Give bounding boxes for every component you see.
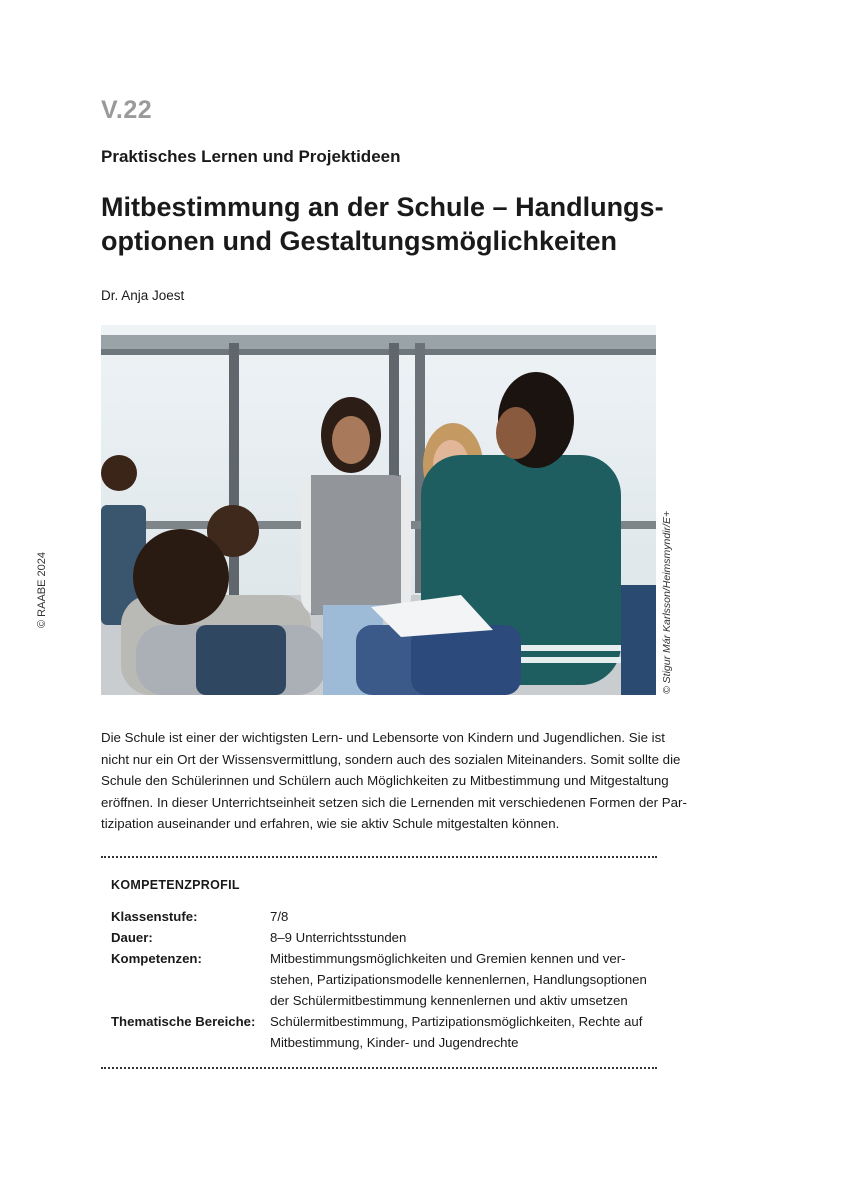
intro-line: Die Schule ist einer der wichtigsten Lern- und Lebensorte von Kindern und Jugendlichen. Sie ist: [101, 730, 665, 745]
author: Dr. Anja Joest: [101, 288, 185, 303]
profile-value-line: stehen, Partizipationsmodelle kennenlernen, Handlungsoptionen: [270, 972, 647, 987]
photo-credit: © Stigur Már Karlsson/Heimsmyndir/E+: [661, 510, 673, 694]
profile-value-line: Schülermitbestimmung, Partizipationsmöglichkeiten, Rechte auf: [270, 1014, 643, 1029]
profile-label: Kompetenzen:: [111, 951, 202, 966]
profile-heading: KOMPETENZPROFIL: [111, 878, 240, 892]
page-title: [101, 190, 701, 258]
classroom-photo: [101, 325, 656, 695]
dotted-divider: [101, 856, 657, 858]
intro-line: eröffnen. In dieser Unterrichtseinheit setzen sich die Lernenden mit verschiedenen Formen der Par-: [101, 794, 687, 810]
profile-value: [270, 906, 650, 927]
profile-value: [270, 948, 650, 1011]
profile-value-line: 8–9 Unterrichtsstunden: [270, 930, 407, 945]
profile-label: Thematische Bereiche:: [111, 1014, 256, 1029]
dotted-divider: [101, 1067, 657, 1069]
classroom-photo-illustration: [101, 325, 656, 695]
profile-value-line: 7/8: [270, 909, 289, 924]
intro-line: nicht nur ein Ort der Wissensvermittlung, sondern auch des sozialen Miteinanders. Somit sollte die: [101, 751, 681, 767]
profile-value: [270, 927, 650, 948]
title-line: Mitbestimmung an der Schule – Handlungs-: [101, 192, 664, 222]
profile-value: [270, 1011, 650, 1053]
intro-line: tizipation auseinander und erfahren, wie sie aktiv Schule mitgestalten können.: [101, 816, 560, 832]
intro-paragraph: [101, 727, 687, 835]
profile-value-line: der Schülermitbestimmung kennenlernen und aktiv umsetzen: [270, 993, 628, 1008]
profile-label: Klassenstufe:: [111, 909, 198, 924]
copyright-notice: © RAABE 2024: [36, 552, 48, 628]
title-line: optionen und Gestaltungsmöglichkeiten: [101, 226, 618, 256]
profile-value-line: Mitbestimmungsmöglichkeiten und Gremien kennen und ver-: [270, 951, 626, 966]
profile-value-line: Mitbestimmung, Kinder- und Jugendrechte: [270, 1035, 519, 1050]
profile-label: Dauer:: [111, 930, 153, 945]
intro-line: Schule den Schülerinnen und Schülern auch Möglichkeiten zu Mitbestimmung und Mitgestaltung: [101, 773, 669, 789]
chapter-number: V.22: [101, 96, 153, 124]
series-title: Praktisches Lernen und Projektideen: [101, 147, 401, 166]
